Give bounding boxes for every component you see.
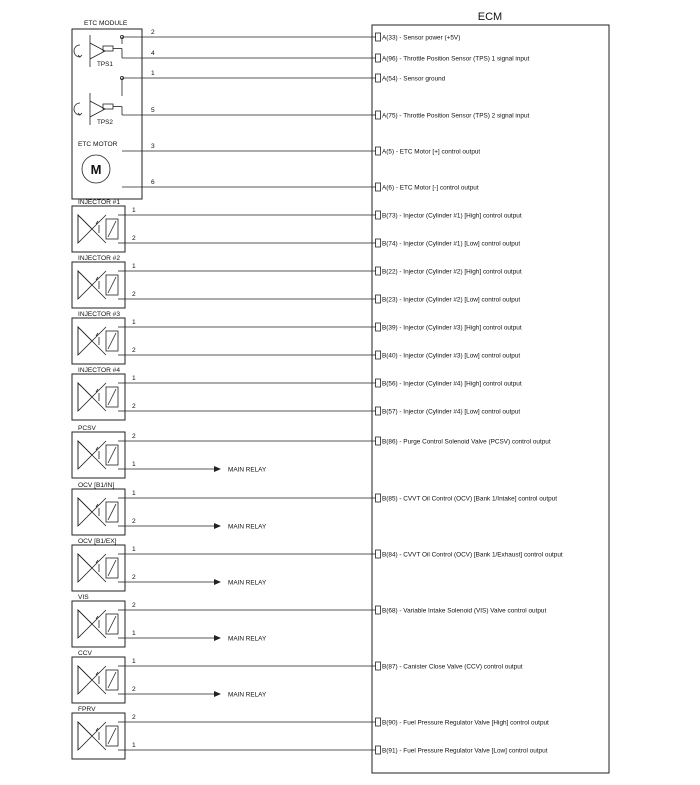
component-9-title: CCV [78, 650, 92, 657]
etc-pin-6: 6 [151, 179, 155, 186]
component-5-box [72, 432, 125, 478]
component-7-arrow-icon [214, 579, 221, 585]
component-4-lower-signal-label: B(57) - Injector (Cylinder #4) [Low] control output [382, 408, 521, 416]
component-8-lower-pin: 1 [132, 630, 136, 637]
component-7-lower-pin: 2 [132, 574, 136, 581]
component-3-upper-signal-label: B(39) - Injector (Cylinder #3) [High] control output [382, 324, 522, 332]
component-7-upper-signal-label: B(84) - CVVT Oil Control (OCV) [Bank 1/Exhaust] control output [382, 551, 563, 559]
component-3-lower-pin: 2 [132, 347, 136, 354]
component-10-upper-signal-label: B(90) - Fuel Pressure Regulator Valve [High] control output [382, 719, 549, 727]
ecm-title: ECM [477, 11, 503, 23]
component-5-upper-signal-label: B(86) - Purge Control Solenoid Valve (PCSV) control output [382, 438, 551, 446]
component-5-lower-pin: 1 [132, 461, 136, 468]
component-7-relay-label: MAIN RELAY [228, 579, 267, 587]
component-2-title: INJECTOR #2 [78, 255, 121, 262]
component-9-lower-pin: 2 [132, 686, 136, 693]
component-6-box [72, 489, 125, 535]
component-6-upper-pin: 1 [132, 490, 136, 497]
component-9-relay-label: MAIN RELAY [228, 691, 267, 699]
component-3-title: INJECTOR #3 [78, 311, 121, 318]
etc-pin-4: 5 [151, 107, 155, 114]
etc-signal-5-label: A(5) - ETC Motor [+] control output [382, 148, 481, 156]
component-3-lower-signal-label: B(40) - Injector (Cylinder #3) [Low] control output [382, 352, 521, 360]
component-1-title: INJECTOR #1 [78, 199, 121, 206]
component-4-upper-signal-label: B(56) - Injector (Cylinder #4) [High] control output [382, 380, 522, 388]
component-7-upper-pin: 1 [132, 546, 136, 553]
component-10-box [72, 713, 125, 759]
etc-signal-1-label: A(33) - Sensor power (+5V) [382, 34, 461, 42]
etc-pin-5: 3 [151, 143, 155, 150]
component-6-title: OCV [B1/IN] [78, 482, 115, 489]
component-9-box [72, 657, 125, 703]
component-1-upper-pin: 1 [132, 207, 136, 214]
component-7-title: OCV [B1/EX] [78, 538, 117, 545]
component-9-upper-signal-label: B(87) - Canister Close Valve (CCV) control output [382, 663, 523, 671]
component-5-arrow-icon [214, 466, 221, 472]
etc-signal-3-label: A(54) - Sensor ground [382, 75, 446, 83]
component-5-title: PCSV [78, 425, 96, 432]
component-8-upper-pin: 2 [132, 602, 136, 609]
component-10-upper-pin: 2 [132, 714, 136, 721]
component-9-arrow-icon [214, 691, 221, 697]
component-5-upper-pin: 2 [132, 433, 136, 440]
component-10-lower-signal-label: B(91) - Fuel Pressure Regulator Valve [Low] control output [382, 747, 548, 755]
component-1-box [72, 206, 125, 252]
component-4-upper-pin: 1 [132, 375, 136, 382]
component-9-upper-pin: 1 [132, 658, 136, 665]
component-6-lower-pin: 2 [132, 518, 136, 525]
component-2-upper-pin: 1 [132, 263, 136, 270]
component-2-box [72, 262, 125, 308]
component-8-relay-label: MAIN RELAY [228, 635, 267, 643]
component-4-box [72, 374, 125, 420]
etc-signal-6-label: A(6) - ETC Motor [-] control output [382, 184, 479, 192]
component-1-upper-signal-label: B(73) - Injector (Cylinder #1) [High] control output [382, 212, 522, 220]
component-5-relay-label: MAIN RELAY [228, 466, 267, 474]
etc-module-title: ETC MODULE [84, 20, 128, 27]
component-8-box [72, 601, 125, 647]
component-10-lower-pin: 1 [132, 742, 136, 749]
tps2-sensor-label: TPS2 [97, 119, 113, 126]
component-2-upper-signal-label: B(22) - Injector (Cylinder #2) [High] control output [382, 268, 522, 276]
component-4-title: INJECTOR #4 [78, 367, 121, 374]
component-7-box [72, 545, 125, 591]
etc-signal-2-label: A(96) - Throttle Position Sensor (TPS) 1 signal input [382, 55, 530, 63]
etc-signal-4-label: A(75) - Throttle Position Sensor (TPS) 2 signal input [382, 112, 530, 120]
component-6-relay-label: MAIN RELAY [228, 523, 267, 531]
component-2-lower-pin: 2 [132, 291, 136, 298]
etc-pin-1: 2 [151, 29, 155, 36]
component-6-upper-signal-label: B(85) - CVVT Oil Control (OCV) [Bank 1/Intake] control output [382, 495, 557, 503]
component-1-lower-pin: 2 [132, 235, 136, 242]
etc-motor-symbol: M [90, 162, 102, 177]
etc-pin-2: 4 [151, 50, 155, 57]
component-4-lower-pin: 2 [132, 403, 136, 410]
component-8-upper-signal-label: B(68) - Variable Intake Solenoid (VIS) Valve control output [382, 607, 547, 615]
ecm-box [372, 25, 609, 773]
component-1-lower-signal-label: B(74) - Injector (Cylinder #1) [Low] control output [382, 240, 521, 248]
component-3-box [72, 318, 125, 364]
etc-pin-3: 1 [151, 70, 155, 77]
component-8-title: VIS [78, 594, 89, 601]
component-6-arrow-icon [214, 523, 221, 529]
component-2-lower-signal-label: B(23) - Injector (Cylinder #2) [Low] control output [382, 296, 521, 304]
component-3-upper-pin: 1 [132, 319, 136, 326]
component-10-title: FPRV [78, 706, 96, 713]
tps1-sensor-label: TPS1 [97, 61, 113, 68]
etc-motor-title: ETC MOTOR [78, 141, 118, 148]
component-8-arrow-icon [214, 635, 221, 641]
